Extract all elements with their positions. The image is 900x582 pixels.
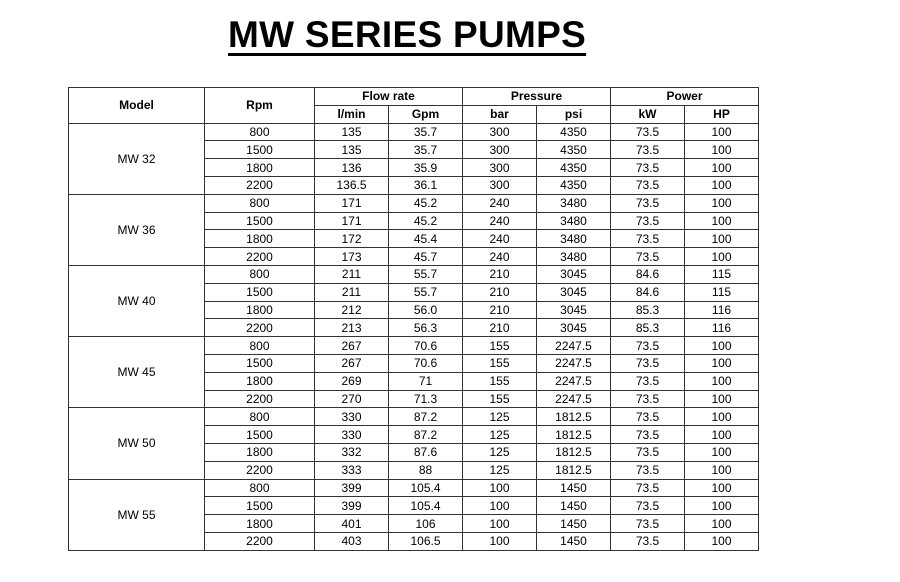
- kw-cell: 84.6: [611, 283, 685, 301]
- hp-cell: 100: [685, 337, 759, 355]
- table-row: [69, 265, 759, 283]
- model-cell: MW 50: [69, 408, 205, 479]
- psi-cell: 1812.5: [537, 461, 611, 479]
- lmin-cell: 330: [315, 408, 389, 426]
- bar-cell: 125: [463, 461, 537, 479]
- lmin-cell: 270: [315, 390, 389, 408]
- rpm-cell: 1800: [205, 515, 315, 533]
- rpm-cell: 800: [205, 479, 315, 497]
- lmin-cell: 333: [315, 461, 389, 479]
- rpm-cell: 1500: [205, 497, 315, 515]
- gpm-cell: 88: [389, 461, 463, 479]
- bar-cell: 100: [463, 532, 537, 550]
- page-title: MW SERIES PUMPS: [228, 14, 587, 55]
- rpm-cell: 1500: [205, 426, 315, 444]
- lmin-cell: 212: [315, 301, 389, 319]
- lmin-cell: 173: [315, 248, 389, 266]
- table-body: [69, 123, 759, 550]
- kw-cell: 73.5: [611, 141, 685, 159]
- rpm-cell: 1500: [205, 141, 315, 159]
- psi-cell: 3480: [537, 212, 611, 230]
- bar-cell: 240: [463, 194, 537, 212]
- bar-cell: 155: [463, 372, 537, 390]
- rpm-cell: 2200: [205, 248, 315, 266]
- gpm-cell: 71: [389, 372, 463, 390]
- rpm-cell: 800: [205, 408, 315, 426]
- kw-cell: 73.5: [611, 408, 685, 426]
- psi-cell: 3045: [537, 283, 611, 301]
- rpm-cell: 800: [205, 194, 315, 212]
- model-cell: MW 36: [69, 194, 205, 265]
- lmin-cell: 267: [315, 354, 389, 372]
- kw-cell: 73.5: [611, 372, 685, 390]
- rpm-cell: 1500: [205, 354, 315, 372]
- hp-cell: 100: [685, 426, 759, 444]
- rpm-cell: 1800: [205, 372, 315, 390]
- rpm-cell: 800: [205, 337, 315, 355]
- lmin-cell: 211: [315, 283, 389, 301]
- psi-cell: 1812.5: [537, 443, 611, 461]
- table-row: [69, 408, 759, 426]
- lmin-cell: 332: [315, 443, 389, 461]
- gpm-cell: 105.4: [389, 497, 463, 515]
- lmin-cell: 136: [315, 159, 389, 177]
- lmin-cell: 135: [315, 123, 389, 141]
- pump-spec-table: [68, 87, 759, 551]
- kw-cell: 73.5: [611, 443, 685, 461]
- hp-cell: 115: [685, 283, 759, 301]
- bar-cell: 300: [463, 159, 537, 177]
- rpm-cell: 2200: [205, 390, 315, 408]
- psi-cell: 3045: [537, 265, 611, 283]
- psi-cell: 1450: [537, 515, 611, 533]
- psi-cell: 1450: [537, 479, 611, 497]
- lmin-cell: 267: [315, 337, 389, 355]
- hp-cell: 100: [685, 372, 759, 390]
- rpm-cell: 800: [205, 123, 315, 141]
- hp-cell: 100: [685, 354, 759, 372]
- lmin-cell: 330: [315, 426, 389, 444]
- gpm-cell: 45.4: [389, 230, 463, 248]
- gpm-cell: 35.7: [389, 123, 463, 141]
- hp-cell: 100: [685, 194, 759, 212]
- bar-cell: 240: [463, 248, 537, 266]
- lmin-cell: 399: [315, 497, 389, 515]
- kw-cell: 73.5: [611, 515, 685, 533]
- kw-cell: 73.5: [611, 230, 685, 248]
- hp-cell: 100: [685, 176, 759, 194]
- psi-cell: 3045: [537, 301, 611, 319]
- lmin-cell: 211: [315, 265, 389, 283]
- hp-cell: 100: [685, 390, 759, 408]
- bar-cell: 155: [463, 337, 537, 355]
- lmin-cell: 213: [315, 319, 389, 337]
- psi-cell: 4350: [537, 159, 611, 177]
- table-header: [69, 88, 759, 124]
- psi-cell: 2247.5: [537, 337, 611, 355]
- bar-cell: 300: [463, 176, 537, 194]
- psi-cell: 1450: [537, 532, 611, 550]
- rpm-cell: 2200: [205, 176, 315, 194]
- kw-cell: 85.3: [611, 319, 685, 337]
- rpm-cell: 1800: [205, 159, 315, 177]
- hp-cell: 100: [685, 123, 759, 141]
- kw-cell: 73.5: [611, 479, 685, 497]
- header-model: Model: [69, 88, 205, 124]
- kw-cell: 73.5: [611, 337, 685, 355]
- psi-cell: 3480: [537, 248, 611, 266]
- psi-cell: 4350: [537, 123, 611, 141]
- gpm-cell: 55.7: [389, 283, 463, 301]
- lmin-cell: 403: [315, 532, 389, 550]
- bar-cell: 210: [463, 265, 537, 283]
- header-pressure: Pressure: [463, 88, 611, 106]
- kw-cell: 73.5: [611, 212, 685, 230]
- gpm-cell: 70.6: [389, 337, 463, 355]
- gpm-cell: 35.9: [389, 159, 463, 177]
- psi-cell: 4350: [537, 141, 611, 159]
- bar-cell: 300: [463, 123, 537, 141]
- hp-cell: 100: [685, 159, 759, 177]
- kw-cell: 73.5: [611, 390, 685, 408]
- gpm-cell: 36.1: [389, 176, 463, 194]
- bar-cell: 300: [463, 141, 537, 159]
- header-rpm: Rpm: [205, 88, 315, 124]
- kw-cell: 73.5: [611, 176, 685, 194]
- hp-cell: 116: [685, 319, 759, 337]
- psi-cell: 3045: [537, 319, 611, 337]
- rpm-cell: 2200: [205, 532, 315, 550]
- kw-cell: 73.5: [611, 248, 685, 266]
- gpm-cell: 45.2: [389, 212, 463, 230]
- gpm-cell: 106.5: [389, 532, 463, 550]
- header-bar: bar: [463, 105, 537, 123]
- psi-cell: 2247.5: [537, 354, 611, 372]
- rpm-cell: 1500: [205, 283, 315, 301]
- hp-cell: 115: [685, 265, 759, 283]
- table-row: [69, 337, 759, 355]
- lmin-cell: 171: [315, 212, 389, 230]
- rpm-cell: 1800: [205, 443, 315, 461]
- model-cell: MW 55: [69, 479, 205, 550]
- kw-cell: 73.5: [611, 354, 685, 372]
- psi-cell: 2247.5: [537, 390, 611, 408]
- kw-cell: 73.5: [611, 497, 685, 515]
- bar-cell: 125: [463, 443, 537, 461]
- gpm-cell: 87.2: [389, 408, 463, 426]
- hp-cell: 100: [685, 141, 759, 159]
- lmin-cell: 171: [315, 194, 389, 212]
- lmin-cell: 136.5: [315, 176, 389, 194]
- bar-cell: 100: [463, 497, 537, 515]
- gpm-cell: 45.7: [389, 248, 463, 266]
- lmin-cell: 269: [315, 372, 389, 390]
- bar-cell: 155: [463, 390, 537, 408]
- psi-cell: 3480: [537, 230, 611, 248]
- hp-cell: 100: [685, 515, 759, 533]
- bar-cell: 210: [463, 283, 537, 301]
- gpm-cell: 87.6: [389, 443, 463, 461]
- hp-cell: 100: [685, 443, 759, 461]
- hp-cell: 100: [685, 497, 759, 515]
- gpm-cell: 45.2: [389, 194, 463, 212]
- header-lmin: l/min: [315, 105, 389, 123]
- hp-cell: 100: [685, 461, 759, 479]
- rpm-cell: 1800: [205, 301, 315, 319]
- gpm-cell: 35.7: [389, 141, 463, 159]
- lmin-cell: 135: [315, 141, 389, 159]
- hp-cell: 116: [685, 301, 759, 319]
- hp-cell: 100: [685, 408, 759, 426]
- rpm-cell: 800: [205, 265, 315, 283]
- lmin-cell: 401: [315, 515, 389, 533]
- model-cell: MW 32: [69, 123, 205, 194]
- hp-cell: 100: [685, 479, 759, 497]
- table-row: [69, 479, 759, 497]
- table-row: [69, 194, 759, 212]
- psi-cell: 4350: [537, 176, 611, 194]
- kw-cell: 73.5: [611, 123, 685, 141]
- rpm-cell: 2200: [205, 461, 315, 479]
- bar-cell: 210: [463, 319, 537, 337]
- header-power: Power: [611, 88, 759, 106]
- gpm-cell: 71.3: [389, 390, 463, 408]
- bar-cell: 210: [463, 301, 537, 319]
- psi-cell: 1450: [537, 497, 611, 515]
- kw-cell: 84.6: [611, 265, 685, 283]
- bar-cell: 100: [463, 479, 537, 497]
- rpm-cell: 1500: [205, 212, 315, 230]
- header-flow-rate: Flow rate: [315, 88, 463, 106]
- gpm-cell: 56.0: [389, 301, 463, 319]
- bar-cell: 240: [463, 230, 537, 248]
- psi-cell: 2247.5: [537, 372, 611, 390]
- psi-cell: 1812.5: [537, 408, 611, 426]
- rpm-cell: 2200: [205, 319, 315, 337]
- kw-cell: 73.5: [611, 159, 685, 177]
- lmin-cell: 172: [315, 230, 389, 248]
- kw-cell: 73.5: [611, 532, 685, 550]
- header-kw: kW: [611, 105, 685, 123]
- kw-cell: 73.5: [611, 194, 685, 212]
- gpm-cell: 106: [389, 515, 463, 533]
- gpm-cell: 87.2: [389, 426, 463, 444]
- bar-cell: 155: [463, 354, 537, 372]
- header-gpm: Gpm: [389, 105, 463, 123]
- bar-cell: 100: [463, 515, 537, 533]
- psi-cell: 3480: [537, 194, 611, 212]
- kw-cell: 73.5: [611, 426, 685, 444]
- gpm-cell: 70.6: [389, 354, 463, 372]
- header-psi: psi: [537, 105, 611, 123]
- bar-cell: 125: [463, 426, 537, 444]
- hp-cell: 100: [685, 248, 759, 266]
- gpm-cell: 105.4: [389, 479, 463, 497]
- header-hp: HP: [685, 105, 759, 123]
- psi-cell: 1812.5: [537, 426, 611, 444]
- table-row: [69, 123, 759, 141]
- rpm-cell: 1800: [205, 230, 315, 248]
- gpm-cell: 55.7: [389, 265, 463, 283]
- gpm-cell: 56.3: [389, 319, 463, 337]
- hp-cell: 100: [685, 212, 759, 230]
- hp-cell: 100: [685, 532, 759, 550]
- bar-cell: 240: [463, 212, 537, 230]
- bar-cell: 125: [463, 408, 537, 426]
- kw-cell: 73.5: [611, 461, 685, 479]
- model-cell: MW 40: [69, 265, 205, 336]
- model-cell: MW 45: [69, 337, 205, 408]
- kw-cell: 85.3: [611, 301, 685, 319]
- lmin-cell: 399: [315, 479, 389, 497]
- hp-cell: 100: [685, 230, 759, 248]
